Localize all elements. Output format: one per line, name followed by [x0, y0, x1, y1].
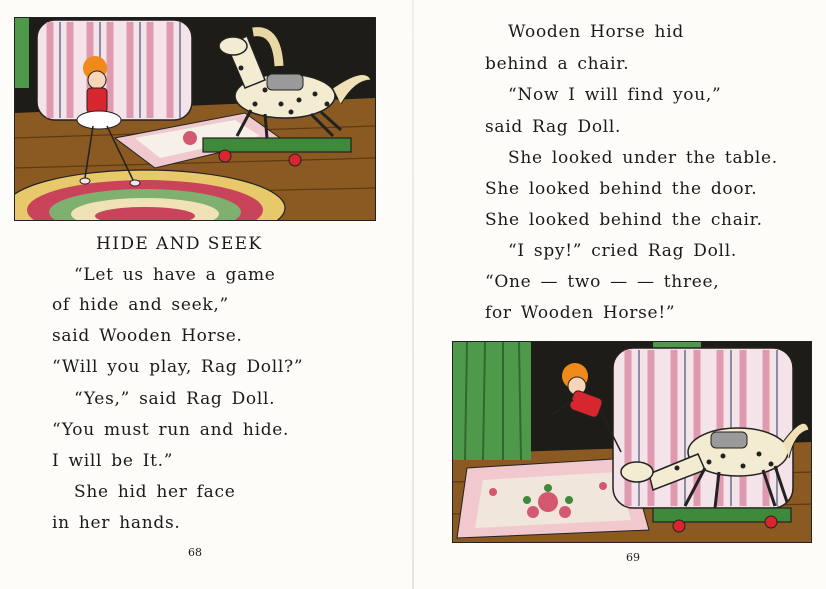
right-text-line-2: behind a chair. — [485, 54, 630, 74]
story-title: HIDE AND SEEK — [96, 234, 263, 254]
illustration-rag-doll-hiding-face — [14, 17, 376, 221]
page-number-right: 69 — [626, 551, 640, 564]
left-text-line-2: of hide and seek,” — [52, 295, 229, 315]
right-text-line-5: She looked under the table. — [508, 148, 778, 168]
left-text-line-9: in her hands. — [52, 513, 181, 533]
right-text-line-1: Wooden Horse hid — [508, 22, 684, 42]
left-text-line-7: I will be It.” — [52, 451, 174, 471]
left-text-line-5: “Yes,” said Rag Doll. — [74, 389, 276, 409]
right-text-line-4: said Rag Doll. — [485, 117, 622, 137]
right-text-line-6: She looked behind the door. — [485, 179, 758, 199]
illustration-horse-behind-chair — [452, 341, 812, 543]
page-number-left: 68 — [188, 546, 202, 559]
left-text-line-1: “Let us have a game — [74, 265, 276, 285]
right-text-line-3: “Now I will find you,” — [508, 85, 722, 105]
right-text-line-8: “I spy!” cried Rag Doll. — [508, 241, 737, 261]
right-text-line-9: “One — two — — three, — [485, 272, 720, 292]
left-text-line-3: said Wooden Horse. — [52, 326, 243, 346]
left-text-line-4: “Will you play, Rag Doll?” — [52, 357, 304, 377]
left-text-line-8: She hid her face — [74, 482, 236, 502]
right-text-line-10: for Wooden Horse!” — [485, 303, 676, 323]
right-text-line-7: She looked behind the chair. — [485, 210, 763, 230]
left-text-line-6: “You must run and hide. — [52, 420, 290, 440]
